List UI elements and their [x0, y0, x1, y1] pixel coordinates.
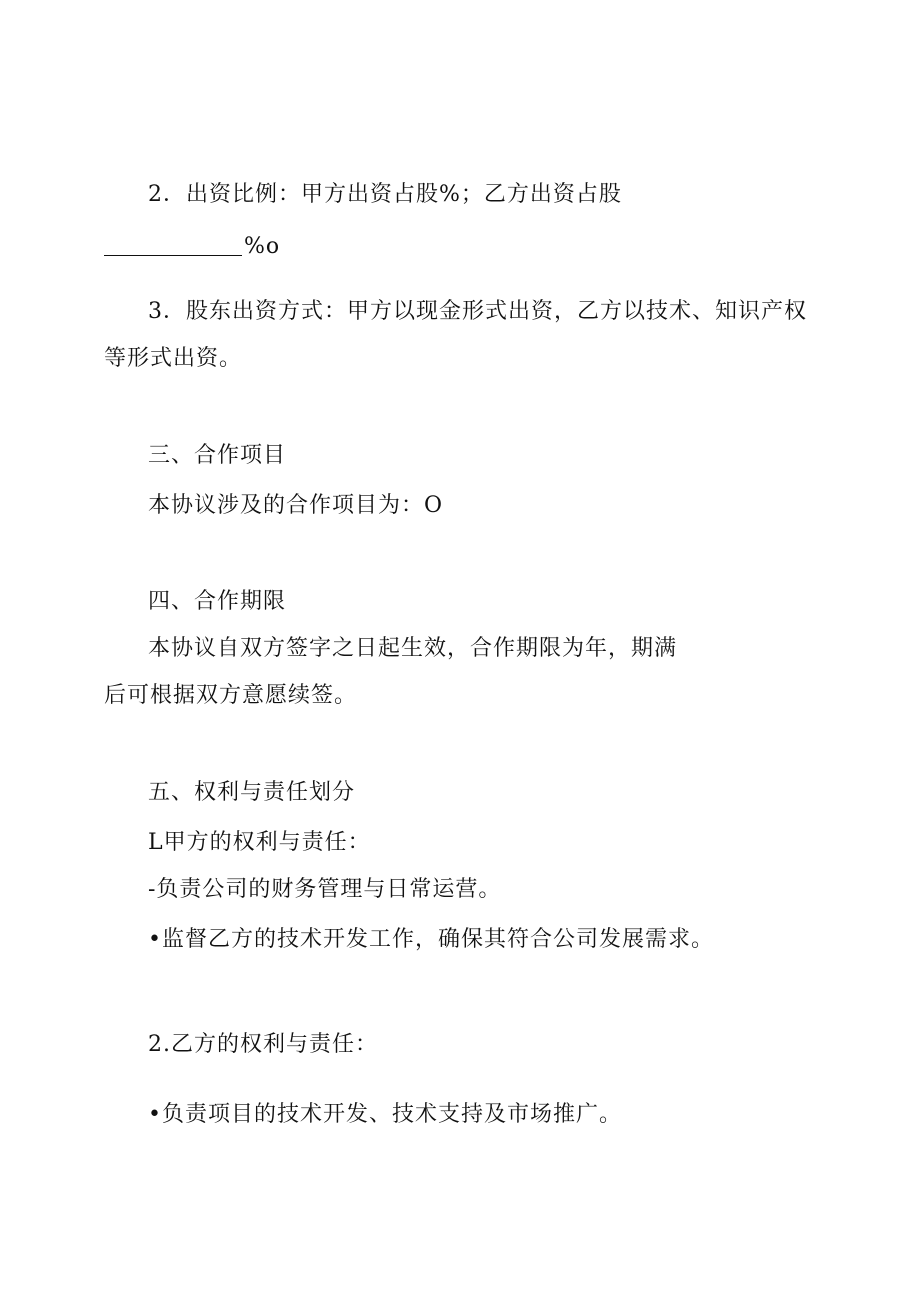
party-a-rights-heading: L甲方的权利与责任：: [148, 830, 371, 855]
section-4-body: 本协议自双方签字之日起生效，合作期限为年，期满: [148, 636, 678, 661]
fill-in-blank: [104, 239, 242, 256]
party-a-duty-2: •监督乙方的技术开发工作，确保其符合公司发展需求。: [148, 927, 714, 952]
section-4-body-continued: 后可根据双方意愿续签。: [104, 683, 358, 708]
clause-3-contribution-method: 3．股东出资方式：甲方以现金形式出资，乙方以技术、知识产权: [148, 299, 807, 324]
section-3-heading: 三、合作项目: [148, 443, 287, 468]
party-b-duty-1: •负责项目的技术开发、技术支持及市场推广。: [148, 1102, 622, 1127]
party-a-duty-1: -负责公司的财务管理与日常运营。: [148, 877, 502, 902]
percent-suffix: %o: [244, 234, 281, 259]
party-b-rights-heading: 2.乙方的权利与责任：: [148, 1032, 378, 1057]
section-3-body: 本协议涉及的合作项目为：O: [148, 493, 444, 518]
clause-2-contribution-ratio-continued: [104, 232, 280, 262]
section-5-heading: 五、权利与责任划分: [148, 780, 356, 805]
clause-2-contribution-ratio: 2．出资比例：甲方出资占股%；乙方出资占股: [148, 182, 622, 207]
section-4-heading: 四、合作期限: [148, 589, 287, 614]
clause-3-contribution-method-continued: 等形式出资。: [104, 346, 243, 371]
